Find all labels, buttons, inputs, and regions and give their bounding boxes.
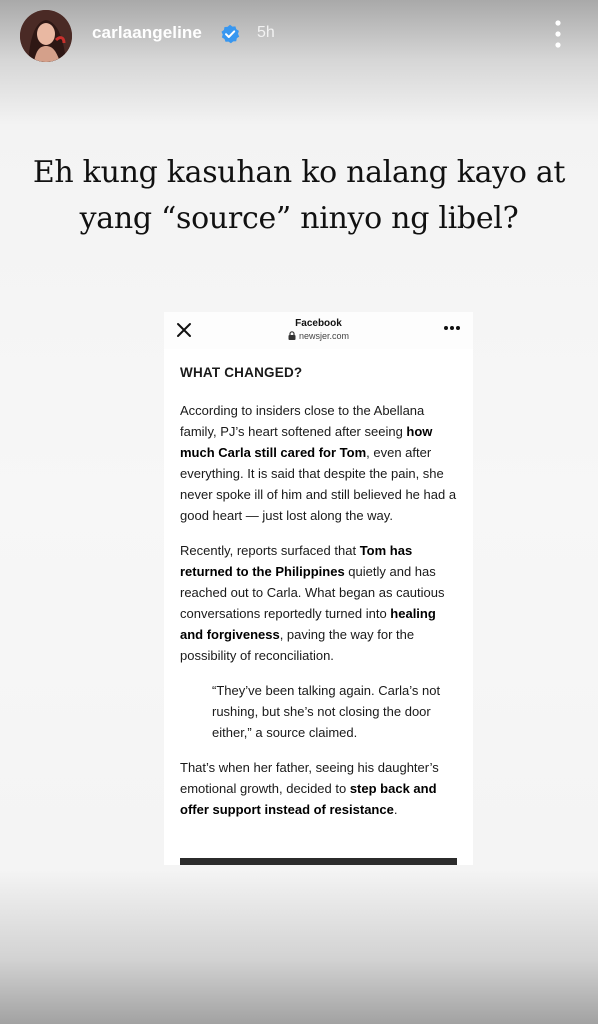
browser-bar xyxy=(164,312,473,349)
story-caption xyxy=(0,150,598,242)
p1-text-end: , even after everything. It is said that despite the pain, she never spoke ill of him and still believed he had a good heart — just lost along the way. xyxy=(180,445,457,523)
article-paragraph-2 xyxy=(180,540,460,666)
p1-text: According to insiders close to the Abellana family, PJ’s heart softened after seeing xyxy=(180,403,425,439)
p3-bold: step back and offer support instead of resistance xyxy=(180,781,437,817)
username[interactable]: carlaangeline xyxy=(92,23,202,42)
p2-text: Recently, reports surfaced that xyxy=(180,543,360,558)
caption-line-2: yang “source” ninyo ng libel? xyxy=(79,201,519,236)
avatar-photo-icon xyxy=(20,10,72,62)
article-paragraph-3 xyxy=(180,757,460,820)
timestamp: 5h xyxy=(257,24,275,41)
story-header xyxy=(0,0,598,70)
browser-title: Facebook xyxy=(295,318,342,329)
verified-badge-icon xyxy=(220,24,240,44)
p2-bold-2: healing and forgiveness xyxy=(180,606,436,642)
article-quote: “They’ve been talking again. Carla’s not rushing, but she’s not closing the door either,” a source claimed. xyxy=(212,683,441,740)
article-paragraph-1 xyxy=(180,400,460,526)
avatar[interactable] xyxy=(20,10,72,62)
article-body xyxy=(180,362,460,834)
more-options-icon[interactable] xyxy=(548,18,568,50)
p1-bold: how much Carla still cared for Tom xyxy=(180,424,433,460)
p2-text-mid: quietly and has reached out to Carla. What began as cautious conversations reportedly turned into xyxy=(180,564,445,621)
p3-text-end: . xyxy=(393,802,398,817)
article-heading: WHAT CHANGED? xyxy=(180,365,303,380)
shared-article-screenshot xyxy=(164,312,473,865)
lock-icon xyxy=(288,331,296,340)
ellipsis-menu-icon xyxy=(443,324,461,332)
caption-line-1: Eh kung kasuhan ko nalang kayo at xyxy=(32,155,566,190)
browser-url xyxy=(164,331,473,341)
p2-text-end: , paving the way for the possibility of reconciliation. xyxy=(180,627,415,663)
p2-bold-1: Tom has returned to the Philippines xyxy=(180,543,413,579)
browser-url-text: newsjer.com xyxy=(298,331,350,341)
p3-text: That’s when her father, seeing his daughter’s emotional growth, decided to xyxy=(180,760,439,796)
article-image-top-edge xyxy=(180,858,457,865)
